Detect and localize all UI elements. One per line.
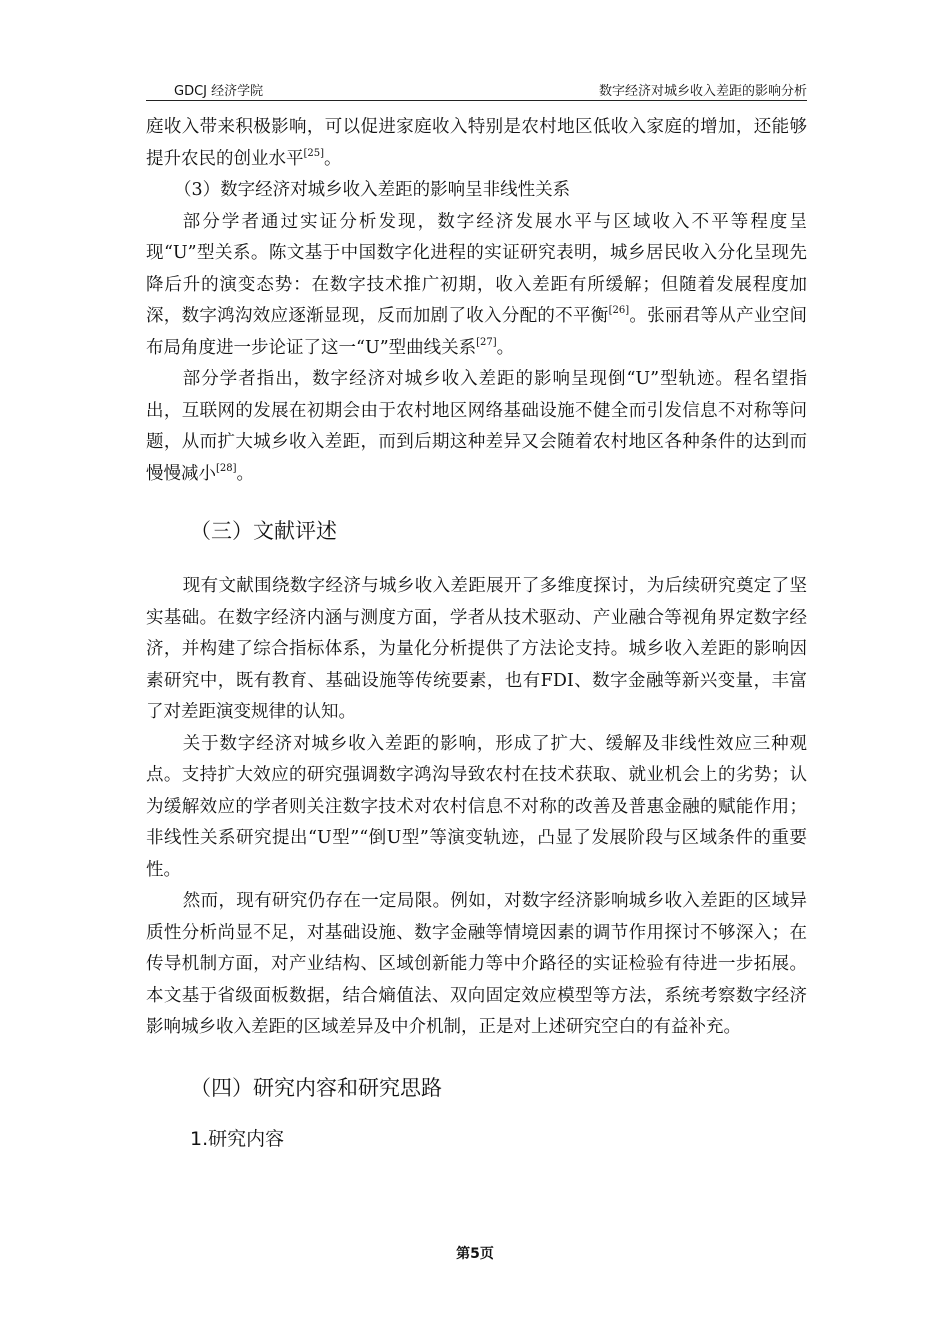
header-right: 数字经济对城乡收入差距的影响分析: [598, 84, 807, 99]
paragraph-inverted-u: 部分学者指出，数字经济对城乡收入差距的影响呈现倒“U”型轨迹。程名望指出，互联网的发展在初期会由于农村地区网络基础设施不健全而引发信息不对称等问题，从而扩大城乡收入差距，而到后期这种差异又会随着农村地区各种条件的达到而慢慢减小[28]。: [146, 369, 807, 484]
section-heading-review: （三）文献评述: [190, 519, 337, 543]
citation: [28]: [216, 462, 237, 474]
subheading-nonlinear: （3）数字经济对城乡收入差距的影响呈非线性关系: [174, 180, 571, 200]
paragraph-review-3: 然而，现有研究仍存在一定局限。例如，对数字经济影响城乡收入差距的区域异质性分析尚显不足，对基础设施、数字金融等情境因素的调节作用探讨不够深入；在传导机制方面，对产业结构、区域创新能力等中介路径的实证检验有待进一步拓展。本文基于省级面板数据，结合熵值法、双向固定效应模型等方法，系统考察数字经济影响城乡收入差距的区域差异及中介机制，正是对上述研究空白的有益补充。: [146, 891, 807, 1037]
paragraph-review-2: 关于数字经济对城乡收入差距的影响，形成了扩大、缓解及非线性效应三种观点。支持扩大效应的研究强调数字鸿沟导致农村在技术获取、就业机会上的劣势；认为缓解效应的学者则关注数字技术对农村信息不对称的改善及普惠金融的赋能作用；非线性关系研究提出“U型”“倒U型”等演变轨迹，凸显了发展阶段与区域条件的重要性。: [146, 733, 807, 880]
page-number: 第5页: [456, 1246, 494, 1262]
paragraph-review-1: 现有文献围绕数字经济与城乡收入差距展开了多维度探讨，为后续研究奠定了坚实基础。在数字经济内涵与测度方面，学者从技术驱动、产业融合等视角界定数字经济，并构建了综合指标体系，为量化分析提供了方法论支持。城乡收入差距的影响因素研究中，既有教育、基础设施等传统要素，也有FDI、数字金融等新兴变量，丰富了对差距演变规律的认知。: [146, 576, 807, 722]
header-left: GDCJ 经济学院: [174, 84, 264, 99]
citation: [27]: [476, 336, 497, 348]
page-content: [146, 112, 807, 1151]
subsection-heading: 1.研究内容: [190, 1127, 285, 1150]
paragraph-u-shape: 部分学者通过实证分析发现，数字经济发展水平与区域收入不平等程度呈现“U”型关系。陈文基于中国数字化进程的实证研究表明，城乡居民收入分化呈现先降后升的演变态势：在数字技术推广初期，收入差距有所缓解；但随着发展程度加深，数字鸿沟效应逐渐显现，反而加剧了收入分配的不平衡[26]。张丽君等从产业空间布局角度进一步论证了这一“U”型曲线关系[27]。: [146, 211, 808, 358]
section-heading-content: （四）研究内容和研究思路: [190, 1075, 442, 1100]
paragraph-continued: 庭收入带来积极影响，可以促进家庭收入特别是农村地区低收入家庭的增加，还能够提升农民的创业水平[25]。: [146, 117, 807, 169]
citation: [25]: [303, 147, 325, 159]
page-header: [146, 78, 807, 101]
citation: [26]: [608, 305, 630, 317]
